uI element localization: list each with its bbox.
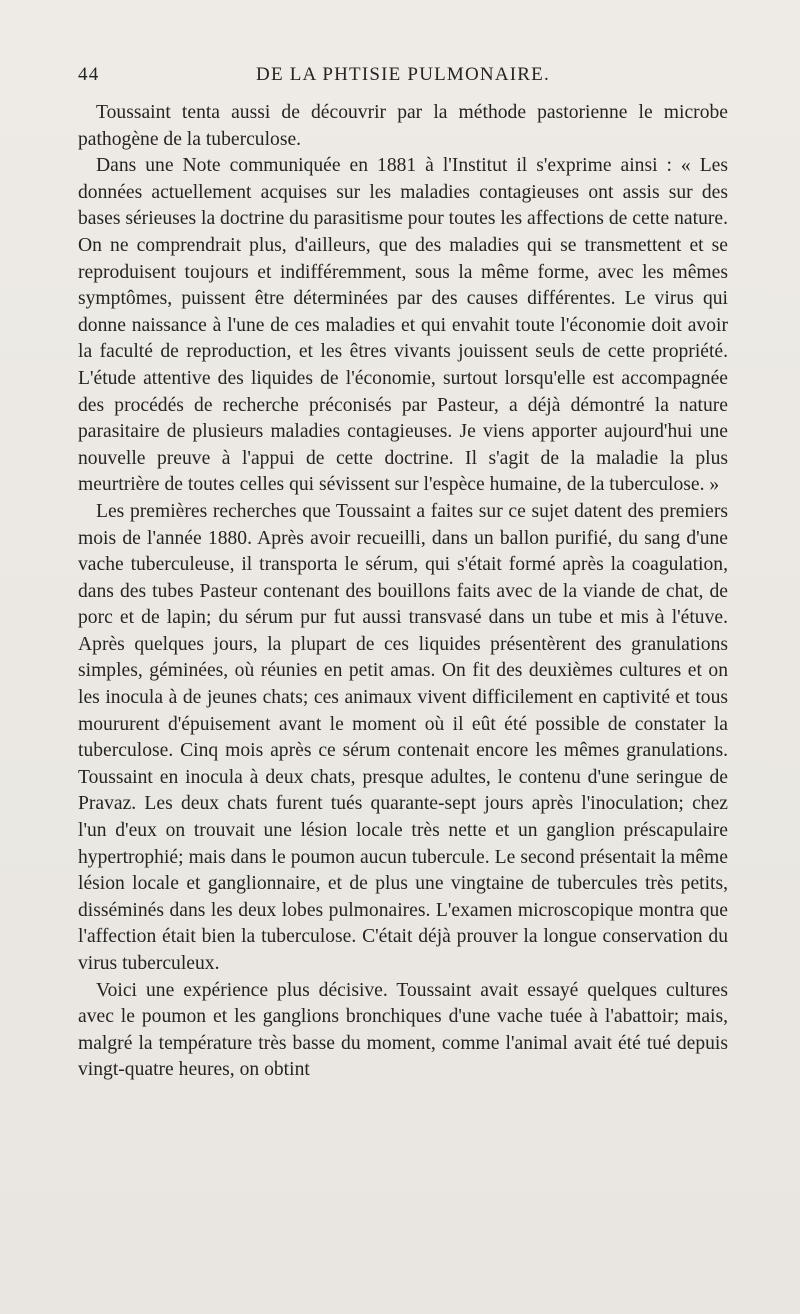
paragraph-2: Dans une Note communiquée en 1881 à l'Institut il s'exprime ainsi : « Les données actuellement acquises sur les maladies contagieuses ont assis sur des bases sérieuses la doctrine du parasitisme pour toutes les affections de cette nature. On ne comprendrait plus, d'ailleurs, que des maladies qui se transmettent et se reproduisent toujours et indifféremment, sous la même forme, avec les mêmes symptômes, puissent être déterminées par des causes différentes. Le virus qui donne naissance à l'une de ces maladies et qui envahit toute l'économie doit avoir la faculté de reproduction, et les êtres vivants jouissent seuls de cette propriété. L'étude attentive des liquides de l'économie, surtout lorsqu'elle est accompagnée des procédés de recherche préconisés par Pasteur, a déjà démontré la nature parasitaire de plusieurs maladies contagieuses. Je viens apporter aujourd'hui une nouvelle preuve à l'appui de cette doctrine. Il s'agit de la maladie la plus meurtrière de toutes celles qui sévissent sur l'espèce humaine, de la tuberculose. » — [78, 155, 728, 496]
running-title: DE LA PHTISIE PULMONAIRE. — [256, 64, 550, 85]
body-text — [78, 100, 728, 1084]
paragraph-3: Les premières recherches que Toussaint a faites sur ce sujet datent des premiers mois de l'année 1880. Après avoir recueilli, dans un ballon purifié, du sang d'une vache tuberculeuse, il transporta le sérum, qui s'était formé après la coagulation, dans des tubes Pasteur contenant des bouillons faits avec de la viande de chat, de porc et de lapin; du sérum pur fut aussi transvasé dans un tube et mis à l'étuve. Après quelques jours, la plupart de ces liquides présentèrent des granulations simples, géminées, où réunies en petit amas. On fit des deuxièmes cultures et on les inocula à de jeunes chats; ces animaux vivent difficilement en captivité et tous moururent d'épuisement avant le moment où il eût été possible de constater la tuberculose. Cinq mois après ce sérum contenait encore les mêmes granulations. Toussaint en inocula à deux chats, presque adultes, le contenu d'une seringue de Pravaz. Les deux chats furent tués quarante-sept jours après l'inoculation; chez l'un d'eux on trouvait une lésion locale très nette et un ganglion préscapulaire hypertrophié; mais dans le poumon aucun tubercule. Le second présentait la même lésion locale et ganglionnaire, et de plus une vingtaine de tubercules très petits, disséminés dans les deux lobes pulmonaires. L'examen microscopique montra que l'affection était bien la tuberculose. C'était déjà prouver la longue conservation du virus tuberculeux. — [78, 500, 728, 974]
paragraph-4: Voici une expérience plus décisive. Toussaint avait essayé quelques cultures avec le poumon et les ganglions bronchiques d'une vache tuée à l'abattoir; mais, malgré la température très basse du moment, comme l'animal avait été tué depuis vingt-quatre heures, on obtint — [78, 979, 728, 1081]
running-header — [78, 64, 728, 88]
paragraph-1: Toussaint tenta aussi de découvrir par la méthode pastorienne le microbe pathogène de la tuberculose. — [78, 102, 728, 150]
page-number: 44 — [78, 64, 100, 85]
